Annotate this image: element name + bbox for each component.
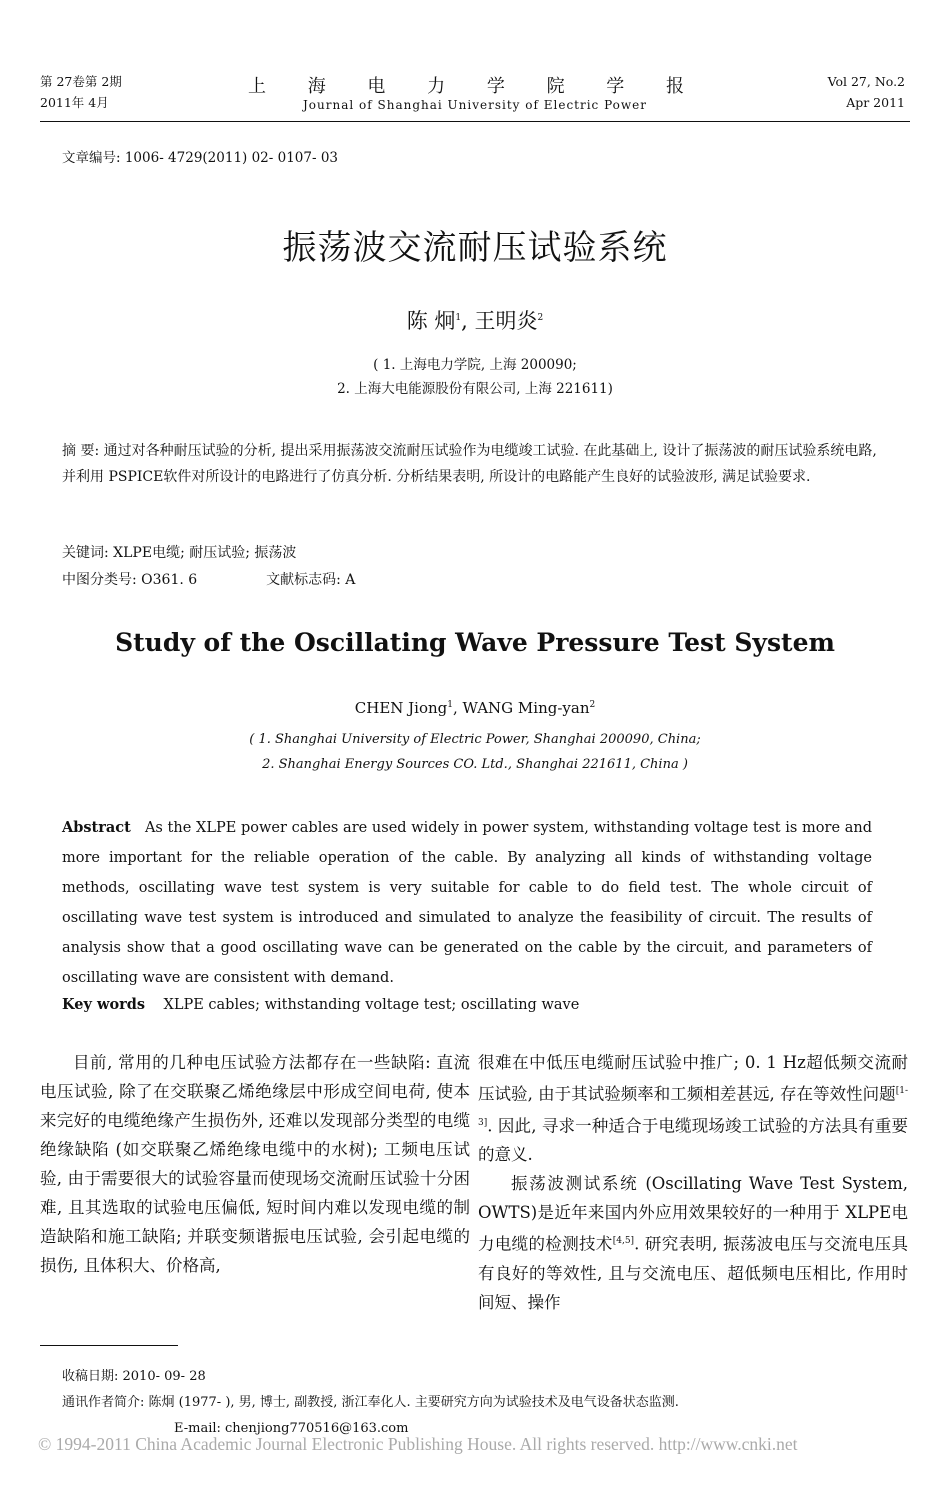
volume-en: Vol 27, No.2 — [827, 74, 905, 89]
affiliations-en — [0, 727, 950, 777]
keywords-cn: 关键词: XLPE电缆; 耐压试验; 振荡波 — [62, 545, 297, 561]
date-en: Apr 2011 — [846, 95, 905, 110]
journal-name-cn: 上 海 电 力 学 院 学 报 — [247, 76, 703, 97]
body-column-left — [40, 1048, 470, 1280]
footnote — [62, 1364, 679, 1442]
body-column-right — [478, 1048, 908, 1317]
issue-info-en — [828, 71, 905, 113]
affiliations-cn — [0, 353, 950, 401]
abstract-en-text: As the XLPE power cables are used widely in power system, withstanding voltage test is more and more important for the reliable operation of the cable. By analyzing all kinds of withstanding voltage methods, oscillating wave test system is very suitable for cable to do field test. The whole circuit of oscillating wave test system is introduced and simulated to analyze the feasibility of circuit. The results of analysis show that a good oscillating wave can be generated on the cable by the circuit, and parameters of oscillating wave are consistent with demand. — [62, 820, 873, 986]
classification-line — [62, 567, 355, 594]
authors-cn — [0, 305, 950, 335]
body-paragraph-2 — [478, 1048, 908, 1169]
authors-en — [0, 699, 950, 717]
journal-name-en: Journal of Shanghai University of Electric Power — [302, 98, 648, 112]
author-en-1: CHEN Jiong — [354, 699, 448, 717]
author-cn-1: 陈 炯 — [406, 309, 456, 333]
copyright-watermark: © 1994-2011 China Academic Journal Electronic Publishing House. All rights reserved. http://www.cnki.net — [38, 1434, 798, 1454]
affiliation-en-2: 2. Shanghai Energy Sources CO. Ltd., Shanghai 221611, China ) — [262, 757, 688, 772]
doc-code: 文献标志码: A — [266, 572, 356, 588]
volume-cn: 第 27卷第 2期 — [40, 74, 122, 89]
abstract-cn-label: 摘 要: — [62, 443, 100, 459]
keywords-en-label: Key words — [62, 996, 146, 1013]
article-number: 文章编号: 1006- 4729(2011) 02- 0107- 03 — [62, 150, 339, 166]
author-en-2-sup: 2 — [589, 700, 596, 710]
citation-4-5: [4,5] — [612, 1236, 635, 1246]
header-rule — [40, 121, 910, 122]
abstract-cn-text: 通过对各种耐压试验的分析, 提出采用振荡波交流耐压试验作为电缆竣工试验. 在此基础上, 设计了振荡波的耐压试验系统电路, 并利用 PSPICE软件对所设计的电路进行了仿真分析. 分析结果表明, 所设计的电路能产生良好的试验波形, 满足试验要求. — [62, 443, 877, 485]
abstract-en — [62, 813, 872, 993]
author-cn-2-sup: 2 — [537, 313, 544, 323]
title-en: Study of the Oscillating Wave Pressure Test System — [115, 628, 835, 657]
received-date: 收稿日期: 2010- 09- 28 — [62, 1369, 206, 1384]
footnote-rule — [40, 1345, 178, 1346]
abstract-en-label: Abstract — [62, 819, 131, 836]
body-paragraph-3-tail: . 研究表明, 振荡波电压与交流电压具有良好的等效性, 且与交流电压、超低频电压相比, 作用时间短、操作 — [478, 1234, 909, 1312]
keywords-cn-block — [62, 540, 355, 594]
title-cn: 振荡波交流耐压试验系统 — [282, 228, 668, 268]
author-email: E-mail: chenjiong770516@163.com — [174, 1421, 409, 1436]
keywords-en: XLPE cables; withstanding voltage test; oscillating wave — [163, 997, 580, 1013]
class-number: 中图分类号: O361. 6 — [62, 572, 198, 588]
date-cn: 2011年 4月 — [40, 95, 109, 110]
body-paragraph-1: 目前, 常用的几种电压试验方法都存在一些缺陷: 直流电压试验, 除了在交联聚乙烯绝缘层中形成空间电荷, 使本来完好的电缆绝缘产生损伤外, 还难以发现部分类型的电缆绝缘缺陷 (如交联聚乙烯绝缘电缆中的水树); 工频电压试验, 由于需要很大的试验容量而使现场交流耐压试验十分困难, 且其选取的试验电压偏低, 短时间内难以发现电缆的制造缺陷和施工缺陷; 并联变频谐振电压试验, 会引起电缆的损伤, 且体积大、价格高, — [40, 1053, 470, 1275]
author-cn-2: , 王明炎 — [461, 309, 538, 333]
author-en-1-sup: 1 — [447, 700, 454, 710]
body-paragraph-3-text: 振荡波测试系统 (Oscillating Wave Test System, OWTS)是近年来国内外应用效果较好的一种用于 XLPE电力电缆的检测技术 — [478, 1174, 908, 1254]
author-cn-1-sup: 1 — [455, 313, 462, 323]
body-paragraph-2-tail: . 因此, 寻求一种适合于电缆现场竣工试验的方法具有重要的意义. — [478, 1116, 908, 1164]
body-paragraph-3 — [478, 1169, 908, 1317]
affiliation-en-1: ( 1. Shanghai University of Electric Power, Shanghai 200090, China; — [249, 732, 701, 747]
body-paragraph-2-text: 很难在中低压电缆耐压试验中推广; 0. 1 Hz超低频交流耐压试验, 由于其试验频率和工频相差甚远, 存在等效性问题 — [478, 1053, 908, 1104]
author-en-2: , WANG Ming-yan — [453, 699, 590, 717]
abstract-cn — [62, 438, 892, 490]
author-bio: 通讯作者简介: 陈炯 (1977- ), 男, 博士, 副教授, 浙江奉化人. 主要研究方向为试验技术及电气设备状态监测. — [62, 1395, 679, 1410]
affiliation-cn-2: 2. 上海大电能源股份有限公司, 上海 221611) — [337, 381, 613, 397]
keywords-en-block — [62, 996, 579, 1013]
affiliation-cn-1: ( 1. 上海电力学院, 上海 200090; — [373, 357, 577, 373]
citation-1-3: [1-3] — [478, 1086, 908, 1128]
